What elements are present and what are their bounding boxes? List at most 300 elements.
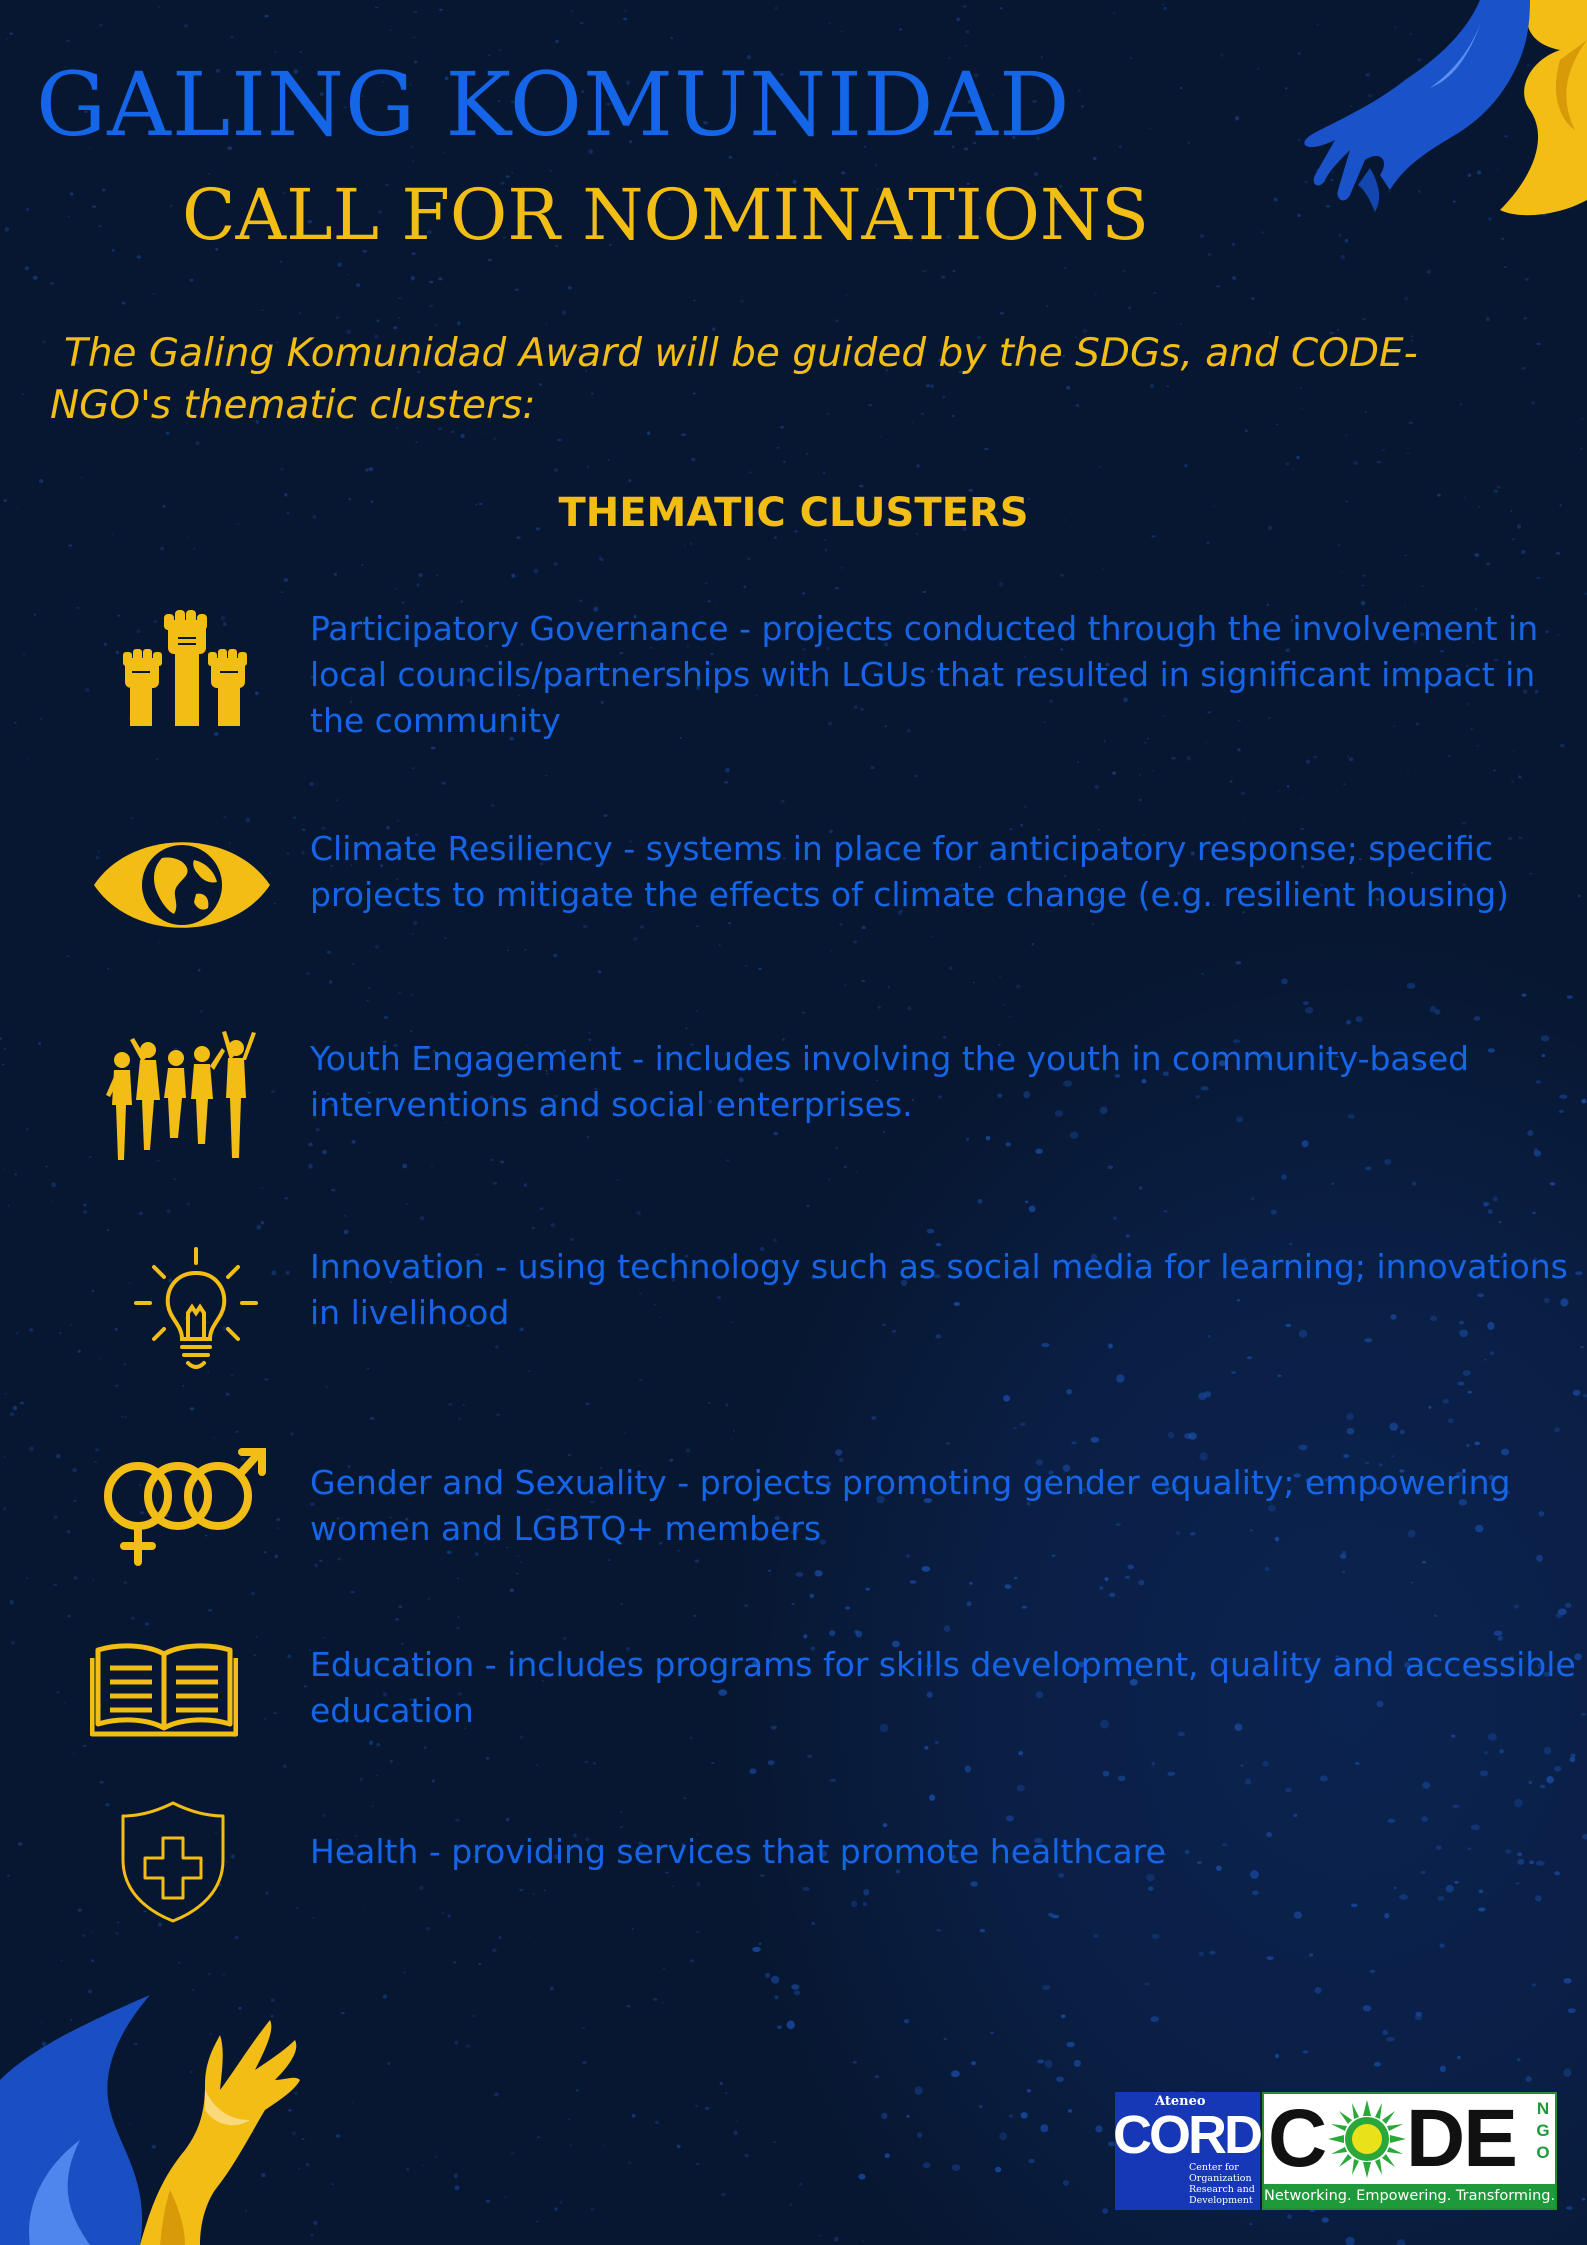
speckle — [436, 574, 438, 575]
speckle — [1095, 2125, 1102, 2132]
speckle — [78, 1350, 81, 1353]
speckle — [1384, 1159, 1391, 1165]
speckle — [695, 1010, 697, 1011]
speckle — [583, 925, 588, 928]
speckle — [67, 215, 70, 218]
speckle — [280, 261, 283, 263]
speckle — [1262, 1761, 1269, 1767]
speckle — [910, 1580, 917, 1584]
speckle — [1040, 2124, 1048, 2132]
speckle — [540, 1207, 544, 1210]
speckle — [885, 2153, 890, 2158]
speckle — [1581, 1713, 1586, 1716]
speckle — [934, 1741, 939, 1744]
speckle — [1564, 2068, 1572, 2077]
speckle — [511, 2152, 514, 2154]
speckle — [190, 279, 194, 282]
speckle — [1251, 1197, 1254, 1200]
speckle — [390, 30, 392, 32]
speckle — [377, 319, 380, 322]
speckle — [568, 286, 572, 289]
speckle — [486, 1757, 490, 1760]
speckle — [1139, 1186, 1142, 1189]
speckle — [1095, 785, 1100, 789]
cord-wordmark: CORD — [1113, 2105, 1260, 2165]
cord-caption-line: Organization — [1189, 2173, 1252, 2184]
speckle — [966, 30, 970, 33]
speckle — [413, 11, 417, 13]
speckle — [1565, 1603, 1572, 1608]
speckle — [1180, 87, 1183, 90]
speckle — [516, 1573, 518, 1575]
speckle — [361, 564, 363, 566]
speckle — [29, 1328, 33, 1332]
speckle — [1009, 2115, 1013, 2118]
speckle — [1005, 1584, 1011, 1589]
speckle — [1536, 343, 1541, 346]
speckle — [743, 586, 746, 588]
speckle — [944, 1625, 950, 1632]
speckle — [296, 1907, 298, 1909]
speckle — [931, 936, 933, 937]
speckle — [1230, 780, 1233, 783]
speckle — [7, 1874, 10, 1876]
cluster-health: Health - providing services that promote healthcare — [310, 1832, 1166, 1871]
speckle — [1415, 2012, 1422, 2017]
speckle — [1474, 1442, 1480, 1446]
speckle — [506, 1818, 510, 1821]
speckle — [235, 1936, 239, 1939]
speckle — [1068, 2109, 1072, 2113]
cluster-education: Education - includes programs for skills development, quality and accessible education — [310, 1645, 1576, 1730]
speckle — [1240, 792, 1245, 795]
speckle — [398, 1606, 402, 1608]
speckle — [369, 467, 373, 471]
speckle — [1400, 1430, 1405, 1435]
speckle — [1540, 1785, 1546, 1789]
speckle — [729, 156, 733, 159]
speckle — [478, 1963, 482, 1965]
speckle — [26, 1578, 28, 1580]
speckle — [336, 799, 338, 801]
speckle — [924, 1746, 928, 1750]
speckle — [455, 1819, 460, 1822]
speckle — [554, 468, 559, 472]
speckle — [1025, 1201, 1028, 1204]
speckle — [1028, 2159, 1034, 2164]
speckle — [419, 573, 423, 577]
speckle — [1422, 1816, 1428, 1822]
speckle — [906, 2115, 909, 2118]
speckle — [261, 1221, 264, 1225]
speckle — [131, 817, 133, 819]
speckle — [875, 2075, 879, 2078]
speckle — [1535, 1895, 1542, 1901]
speckle — [1060, 574, 1064, 577]
speckle — [419, 1886, 424, 1891]
speckle — [1527, 1130, 1533, 1136]
speckle — [160, 547, 164, 551]
speckle — [1041, 1343, 1049, 1347]
speckle — [1128, 1565, 1134, 1570]
speckle — [1501, 1449, 1509, 1456]
speckle — [1278, 1375, 1282, 1377]
speckle — [223, 816, 226, 819]
speckle — [92, 1290, 95, 1292]
speckle — [406, 1203, 408, 1205]
speckle — [92, 205, 96, 207]
speckle — [4, 1168, 6, 1169]
speckle — [941, 275, 946, 279]
speckle — [1180, 324, 1182, 325]
speckle — [316, 1128, 320, 1132]
speckle — [582, 2027, 585, 2029]
speckle — [1560, 744, 1565, 748]
speckle — [620, 1826, 623, 1828]
speckle — [42, 341, 46, 344]
speckle — [457, 321, 461, 325]
speckle — [83, 1745, 86, 1747]
speckle — [376, 1774, 378, 1776]
speckle — [726, 1159, 729, 1161]
speckle — [515, 288, 519, 291]
speckle — [167, 1210, 171, 1213]
speckle — [222, 1974, 225, 1976]
speckle — [1108, 1166, 1114, 1170]
speckle — [570, 2144, 572, 2146]
speckle — [327, 951, 332, 954]
speckle — [1081, 105, 1084, 107]
speckle — [38, 1042, 41, 1045]
speckle — [1382, 449, 1385, 451]
speckle — [115, 1385, 119, 1387]
speckle — [710, 2107, 712, 2108]
speckle — [1362, 575, 1366, 577]
speckle — [498, 1936, 501, 1939]
speckle — [551, 1223, 555, 1227]
speckle — [314, 1564, 318, 1568]
speckle — [1582, 2198, 1585, 2200]
speckle — [390, 1760, 393, 1763]
speckle — [759, 1942, 762, 1945]
speckle — [417, 583, 420, 586]
speckle — [1301, 797, 1303, 798]
speckle — [1554, 1427, 1560, 1432]
speckle — [448, 1403, 453, 1406]
speckle — [1531, 1983, 1536, 1986]
speckle — [495, 1345, 499, 1348]
speckle — [1099, 466, 1101, 467]
speckle — [1162, 4, 1164, 5]
speckle — [604, 2145, 606, 2146]
speckle — [107, 1229, 110, 1231]
speckle — [1285, 1788, 1292, 1792]
speckle — [554, 562, 558, 566]
speckle — [1261, 231, 1264, 233]
speckle — [137, 255, 141, 258]
speckle — [855, 1171, 857, 1172]
speckle — [1394, 1887, 1397, 1890]
speckle — [1032, 943, 1034, 946]
speckle — [287, 853, 290, 855]
speckle — [708, 1402, 710, 1404]
speckle — [310, 782, 314, 785]
speckle — [1126, 1234, 1130, 1238]
speckle — [1521, 550, 1526, 554]
code-tagline: Networking. Empowering. Transforming. — [1264, 2184, 1555, 2208]
speckle — [1404, 297, 1408, 301]
speckle — [45, 1166, 48, 1168]
speckle — [34, 613, 36, 616]
speckle — [458, 1418, 460, 1420]
speckle — [1447, 785, 1449, 786]
speckle — [1340, 1554, 1346, 1559]
speckle — [1287, 2214, 1292, 2219]
speckle — [397, 820, 399, 822]
speckle — [815, 1570, 823, 1576]
speckle — [40, 718, 43, 721]
speckle — [281, 591, 284, 593]
speckle — [1430, 1006, 1436, 1013]
speckle — [1411, 1582, 1414, 1584]
speckle — [576, 2089, 579, 2091]
speckle — [1448, 755, 1450, 757]
speckle — [1582, 418, 1584, 419]
speckle — [1125, 1576, 1130, 1579]
speckle — [696, 925, 698, 927]
speckle — [412, 161, 415, 162]
speckle — [1171, 757, 1175, 760]
speckle — [1463, 1370, 1471, 1376]
speckle — [0, 1037, 2, 1040]
speckle — [1331, 1183, 1334, 1185]
speckle — [115, 1328, 118, 1331]
code-vertical-ngo: NGO — [1536, 2099, 1550, 2162]
speckle — [853, 941, 857, 943]
speckle — [844, 984, 846, 986]
speckle — [1582, 1834, 1587, 1839]
speckle — [107, 968, 109, 970]
speckle — [745, 965, 748, 967]
speckle — [535, 1944, 537, 1945]
speckle — [78, 1909, 82, 1912]
speckle — [199, 1010, 203, 1013]
speckle — [511, 574, 515, 578]
speckle — [783, 461, 785, 463]
speckle — [1363, 2005, 1372, 2011]
speckle — [1035, 1148, 1043, 1154]
speckle — [771, 1976, 779, 1984]
speckle — [774, 1995, 778, 1999]
speckle — [978, 1199, 983, 1204]
speckle — [1123, 270, 1126, 272]
speckle — [365, 468, 368, 471]
speckle — [943, 2038, 947, 2040]
speckle — [245, 818, 250, 823]
speckle — [275, 1555, 279, 1559]
speckle — [26, 1128, 29, 1131]
speckle — [862, 926, 866, 930]
speckle — [1532, 1212, 1535, 1214]
speckle — [104, 643, 107, 647]
speckle — [1199, 1952, 1204, 1956]
speckle — [544, 1890, 546, 1892]
speckle — [1452, 1805, 1459, 1808]
speckle — [3, 1456, 5, 1458]
speckle — [830, 1779, 836, 1782]
speckle — [819, 2235, 821, 2237]
speckle — [284, 578, 289, 581]
speckle — [806, 1205, 810, 1207]
speckle — [745, 2154, 749, 2157]
speckle — [773, 1238, 778, 1242]
speckle — [369, 1741, 373, 1746]
speckle — [579, 600, 582, 602]
speckle — [603, 814, 607, 817]
speckle — [608, 1559, 611, 1561]
speckle — [1462, 822, 1467, 825]
speckle — [1440, 2066, 1446, 2073]
speckle — [725, 768, 730, 772]
speckle — [1389, 1423, 1398, 1431]
lightbulb-icon — [134, 1247, 258, 1375]
speckle — [344, 1230, 349, 1235]
speckle — [1514, 1799, 1523, 1808]
speckle — [61, 1960, 63, 1961]
speckle — [115, 1932, 118, 1935]
speckle — [754, 2065, 756, 2066]
speckle — [331, 1189, 336, 1191]
cluster-participatory-governance: Participatory Governance - projects conducted through the involvement in local councils/partnerships with LGUs that resulted in significant impact in the community — [310, 609, 1539, 740]
speckle — [621, 1603, 623, 1605]
speckle — [323, 1637, 325, 1638]
speckle — [1150, 2016, 1159, 2022]
speckle — [1294, 1911, 1302, 1918]
speckle — [586, 1403, 590, 1405]
speckle — [1521, 994, 1526, 997]
speckle — [584, 1761, 588, 1763]
speckle — [724, 781, 728, 784]
speckle — [81, 477, 83, 479]
speckle — [1412, 1182, 1416, 1186]
speckle — [845, 1607, 850, 1610]
speckle — [568, 1454, 571, 1456]
speckle — [11, 1642, 15, 1645]
speckle — [879, 436, 881, 438]
speckle — [1511, 781, 1514, 783]
speckle — [439, 9, 443, 11]
intro-text: The Galing Komunidad Award will be guided by the SDGs, and CODE-NGO's thematic clusters: — [50, 331, 1418, 428]
speckle — [1287, 785, 1290, 788]
speckle — [923, 270, 927, 272]
speckle — [951, 2070, 960, 2077]
speckle — [466, 2045, 471, 2048]
speckle — [1285, 462, 1289, 466]
speckle — [1005, 1142, 1011, 1146]
speckle — [758, 968, 762, 970]
speckle — [1517, 2058, 1521, 2061]
speckle — [91, 1931, 94, 1932]
speckle — [980, 1929, 986, 1933]
speckle — [73, 1576, 77, 1580]
speckle — [347, 274, 349, 275]
speckle — [690, 543, 692, 545]
speckle — [1566, 2206, 1573, 2210]
speckle — [915, 2086, 923, 2095]
speckle — [67, 1530, 71, 1533]
speckle — [1544, 1747, 1552, 1755]
speckle — [1063, 2180, 1069, 2186]
speckle — [917, 2132, 922, 2138]
speckle — [704, 582, 708, 584]
speckle — [620, 1811, 622, 1812]
speckle — [695, 1560, 700, 1563]
speckle — [434, 324, 437, 326]
speckle — [366, 1000, 368, 1002]
speckle — [16, 1332, 19, 1334]
speckle — [777, 2025, 782, 2029]
speckle — [1518, 775, 1521, 778]
speckle — [475, 1552, 479, 1556]
speckle — [1118, 1776, 1126, 1781]
speckle — [1037, 2059, 1044, 2063]
speckle — [1303, 1001, 1309, 1005]
speckle — [1384, 1913, 1389, 1918]
speckle — [806, 453, 808, 455]
speckle — [1422, 1561, 1426, 1563]
sunburst-icon — [1328, 2100, 1406, 2178]
speckle — [493, 437, 496, 439]
speckle — [301, 851, 305, 854]
speckle — [1207, 541, 1210, 544]
speckle — [1103, 1771, 1110, 1777]
speckle — [557, 439, 562, 442]
speckle — [1467, 1391, 1472, 1394]
speckle — [1292, 469, 1294, 470]
speckle — [999, 2132, 1007, 2140]
speckle — [1353, 461, 1358, 464]
speckle — [1356, 1016, 1363, 1022]
speckle — [428, 1597, 431, 1600]
speckle — [253, 1654, 256, 1656]
speckle — [338, 1558, 341, 1561]
speckle — [853, 2061, 857, 2064]
speckle — [344, 1215, 346, 1217]
speckle — [799, 2183, 802, 2186]
speckle — [728, 922, 731, 924]
speckle — [1104, 1577, 1108, 1581]
speckle — [582, 2061, 586, 2064]
cluster-innovation: Innovation - using technology such as social media for learning; innovations in livelihood — [310, 1247, 1568, 1332]
speckle — [1189, 303, 1191, 304]
speckle — [39, 479, 43, 483]
speckle — [105, 1803, 110, 1807]
speckle — [790, 2203, 793, 2206]
speckle — [1078, 89, 1081, 92]
speckle — [325, 1386, 328, 1388]
speckle — [1278, 791, 1280, 793]
speckle — [836, 1147, 839, 1149]
speckle — [1271, 1210, 1277, 1215]
speckle — [51, 1182, 56, 1187]
youth-group-icon — [104, 1030, 260, 1165]
speckle — [460, 434, 464, 438]
speckle — [1232, 243, 1235, 247]
speckle — [781, 800, 785, 803]
speckle — [653, 1998, 657, 2000]
speckle — [1337, 544, 1341, 546]
speckle — [1029, 1206, 1036, 1213]
